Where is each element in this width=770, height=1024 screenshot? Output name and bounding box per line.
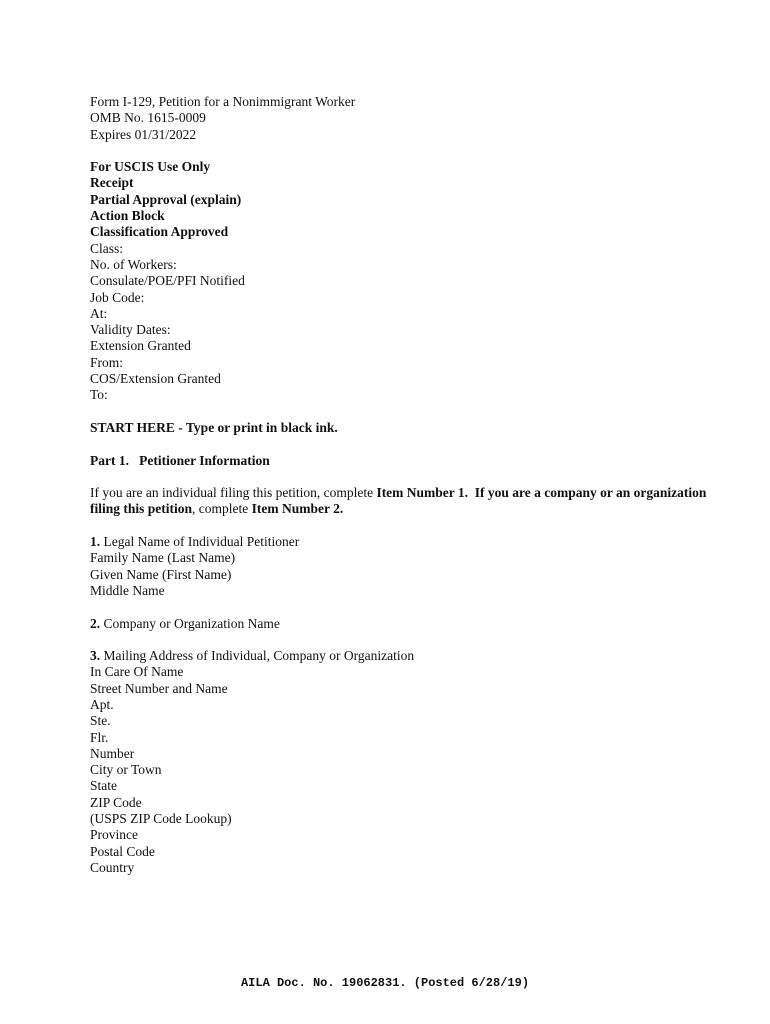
intro-text-4: Item Number 2.: [251, 501, 344, 517]
ste-field: Ste.: [90, 713, 111, 729]
zip-lookup-link[interactable]: (USPS ZIP Code Lookup): [90, 811, 232, 827]
omb-number: OMB No. 1615-0009: [90, 110, 206, 126]
at-field: At:: [90, 305, 108, 321]
form-title: Form I-129, Petition for a Nonimmigrant Worker: [90, 94, 356, 109]
province-field: Province: [90, 827, 138, 843]
part1-heading: Part 1. Petitioner Information: [90, 452, 270, 468]
uscis-use-heading: For USCIS Use Only: [90, 159, 211, 175]
family-name-field: Family Name (Last Name): [90, 550, 236, 566]
validity-dates-field: Validity Dates:: [90, 322, 171, 338]
state-field: State: [90, 778, 117, 794]
item1-heading: [90, 534, 710, 550]
country-field: Country: [90, 859, 135, 875]
document-page: [90, 94, 710, 876]
item1-title: Legal Name of Individual Petitioner: [100, 534, 300, 550]
class-field: Class:: [90, 240, 124, 256]
receipt-label: Receipt: [90, 175, 134, 191]
item1-number: 1.: [90, 534, 101, 550]
to-field: To:: [90, 387, 108, 403]
intro-text-1: If you are an individual filing this petition, complete: [90, 485, 377, 501]
start-here-instruction: START HERE - Type or print in black ink.: [90, 419, 338, 435]
action-block-label: Action Block: [90, 208, 165, 224]
middle-name-field: Middle Name: [90, 582, 165, 598]
apt-field: Apt.: [90, 696, 114, 712]
item3-title: Mailing Address of Individual, Company or Organization: [100, 648, 415, 664]
city-field: City or Town: [90, 762, 162, 778]
item2-title: Company or Organization Name: [100, 615, 280, 631]
given-name-field: Given Name (First Name): [90, 566, 232, 582]
item3-heading: [90, 648, 710, 664]
item2-heading: [90, 616, 710, 632]
expiration-date: Expires 01/31/2022: [90, 126, 197, 142]
partial-approval-label: Partial Approval (explain): [90, 191, 242, 207]
item3-number: 3.: [90, 648, 101, 664]
postal-code-field: Postal Code: [90, 843, 155, 859]
classification-approved-label: Classification Approved: [90, 224, 229, 240]
item2-number: 2.: [90, 615, 101, 631]
street-field: Street Number and Name: [90, 680, 228, 696]
flr-field: Flr.: [90, 729, 109, 745]
document-footer: AILA Doc. No. 19062831. (Posted 6/28/19): [240, 976, 530, 990]
job-code-field: Job Code:: [90, 289, 145, 305]
intro-text-3: , complete: [192, 501, 252, 517]
in-care-of-field: In Care Of Name: [90, 664, 184, 680]
from-field: From:: [90, 354, 124, 370]
number-field: Number: [90, 745, 135, 761]
zip-code-field: ZIP Code: [90, 794, 142, 810]
part1-intro: [90, 485, 710, 518]
workers-field: No. of Workers:: [90, 256, 177, 272]
cos-extension-field: COS/Extension Granted: [90, 371, 221, 387]
extension-granted-field: Extension Granted: [90, 338, 191, 354]
consulate-field: Consulate/POE/PFI Notified: [90, 273, 245, 289]
intro-text-2: Item Number 1. If you are a company or an organization filing this petition: [90, 485, 707, 517]
